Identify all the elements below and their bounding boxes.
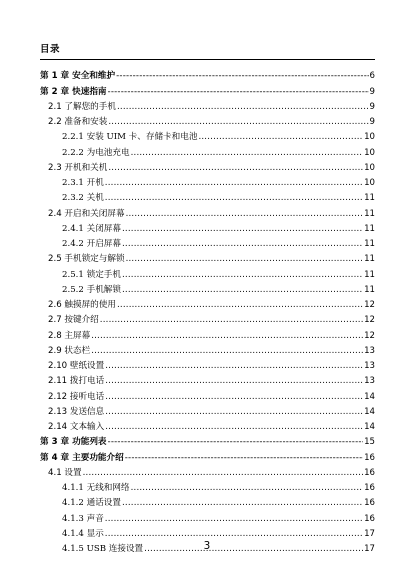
toc-entry-title: 2.3.1 开机 [62, 178, 104, 188]
toc-entry[interactable] [40, 525, 375, 540]
toc-leader-dots [117, 102, 369, 113]
toc-leader-dots [131, 148, 363, 159]
toc-entry[interactable] [40, 174, 375, 189]
toc-entry-title: 2.5.2 手机解锁 [62, 284, 121, 295]
toc-chapter-entry[interactable] [40, 82, 375, 97]
toc-entry[interactable] [40, 311, 375, 326]
toc-entry-page: 14 [364, 391, 375, 402]
toc-entry[interactable] [40, 143, 375, 158]
toc-entry[interactable] [40, 357, 375, 372]
toc-leader-dots [131, 483, 363, 494]
toc-entry-page: 14 [364, 422, 375, 432]
toc-entry-page: 16 [364, 452, 375, 463]
toc-entry-page: 16 [364, 498, 375, 509]
toc-entry-title: 4.1.2 通话设置 [62, 498, 121, 509]
toc-entry[interactable] [40, 98, 375, 113]
toc-entry-page: 10 [364, 147, 375, 158]
toc-entry-page: 9 [369, 86, 375, 97]
toc-leader-dots [105, 422, 363, 433]
toc-entry[interactable] [40, 342, 375, 357]
toc-entry-page: 13 [364, 376, 375, 387]
toc-leader-dots [122, 285, 363, 296]
toc-entry-title: 4.1 设置 [48, 467, 82, 478]
toc-leader-dots [105, 407, 363, 418]
toc-entry-title: 4.1.3 声音 [62, 513, 104, 524]
toc-leader-dots [105, 361, 363, 372]
toc-entry-title: 2.4 开启和关闭屏幕 [48, 208, 125, 219]
toc-leader-dots [105, 376, 363, 387]
toc-entry-title: 2.13 发送信息 [48, 406, 105, 417]
toc-entry-title: 2.7 按键介绍 [48, 315, 99, 326]
toc-entry-page: 11 [364, 193, 375, 204]
toc-title: 目录 [40, 44, 61, 55]
toc-entry-page: 9 [369, 117, 375, 127]
toc-entry-page: 12 [364, 330, 375, 341]
toc-leader-dots [126, 209, 364, 220]
toc-leader-dots [122, 224, 363, 235]
toc-entry[interactable] [40, 326, 375, 341]
toc-leader-dots [105, 193, 363, 204]
toc-entry-title: 2.12 接听电话 [48, 391, 105, 402]
toc-leader-dots [91, 346, 363, 357]
toc-leader-dots [105, 178, 363, 189]
toc-leader-dots [105, 392, 363, 403]
toc-entry-title: 2.4.1 关闭屏幕 [62, 223, 121, 234]
toc-entry-page: 13 [364, 345, 375, 356]
toc-leader-dots [198, 132, 363, 143]
toc-entry-title: 2.9 状态栏 [48, 345, 91, 356]
toc-entry-title: 第 3 章 功能列表 [40, 437, 107, 448]
toc-entry[interactable] [40, 113, 375, 128]
toc-entry-page: 11 [364, 254, 375, 265]
toc-entry-page: 12 [364, 300, 375, 310]
toc-entry[interactable] [40, 204, 375, 219]
toc-entry-page: 17 [364, 544, 375, 554]
toc-entry[interactable] [40, 418, 375, 433]
toc-chapter-entry[interactable] [40, 448, 375, 463]
toc-entry[interactable] [40, 387, 375, 402]
toc-leader-dots [122, 498, 363, 509]
toc-leader-dots [117, 300, 363, 311]
toc-entry-title: 第 1 章 安全和维护 [40, 71, 116, 82]
toc-entry[interactable] [40, 265, 375, 280]
toc-entry-page: 9 [369, 101, 375, 112]
toc-entry-title: 2.3 开机和关机 [48, 162, 108, 173]
toc-entry-title: 2.1 了解您的手机 [48, 101, 116, 112]
toc-leader-dots [105, 529, 363, 540]
toc-leader-dots [126, 254, 364, 265]
toc-entry[interactable] [40, 464, 375, 479]
toc-entry-title: 2.4.2 开启屏幕 [62, 239, 121, 249]
toc-entry-title: 4.1.5 USB 连接设置 [62, 544, 144, 554]
toc-entry-title: 第 2 章 快速指南 [40, 86, 107, 97]
toc-entry[interactable] [40, 128, 375, 143]
toc-entry[interactable] [40, 372, 375, 387]
toc-entry-title: 2.8 主屏幕 [48, 330, 91, 341]
toc-entry[interactable] [40, 189, 375, 204]
toc-entry-title: 2.6 触摸屏的使用 [48, 300, 116, 310]
toc-leader-dots [83, 468, 363, 479]
toc-entry-page: 11 [364, 269, 375, 280]
toc-entry-title: 2.3.2 关机 [62, 193, 104, 204]
toc-leader-dots [100, 315, 363, 326]
toc-leader-dots [125, 453, 363, 464]
toc-leader-dots [116, 71, 368, 82]
toc-entry-title: 2.10 壁纸设置 [48, 361, 105, 371]
toc-entry-page: 16 [364, 467, 375, 478]
toc-entry[interactable] [40, 250, 375, 265]
toc-entry-page: 16 [364, 483, 375, 493]
title-divider [40, 59, 375, 60]
toc-entry-title: 2.5 手机锁定与解锁 [48, 254, 125, 265]
toc-leader-dots [122, 239, 363, 250]
toc-leader-dots [108, 163, 363, 174]
table-of-contents [40, 67, 375, 555]
toc-entry-page: 10 [364, 162, 375, 173]
toc-leader-dots [108, 87, 369, 98]
toc-entry-title: 2.14 文本输入 [48, 422, 105, 432]
toc-entry[interactable] [40, 220, 375, 235]
toc-leader-dots [122, 270, 363, 281]
toc-leader-dots [108, 117, 368, 128]
toc-leader-dots [108, 437, 364, 448]
toc-entry-page: 11 [364, 239, 375, 249]
toc-entry-title: 2.2.1 安装 UIM 卡、存储卡和电池 [62, 132, 198, 143]
toc-entry[interactable] [40, 494, 375, 509]
toc-entry-title: 4.1.4 显示 [62, 528, 104, 539]
toc-entry-page: 17 [364, 528, 375, 539]
toc-entry-page: 15 [364, 437, 375, 448]
toc-entry[interactable] [40, 296, 375, 311]
toc-entry-page: 10 [364, 178, 375, 188]
toc-entry[interactable] [40, 509, 375, 524]
toc-leader-dots [105, 514, 363, 525]
toc-entry-title: 2.2.2 为电池充电 [62, 147, 130, 158]
toc-entry-page: 10 [364, 132, 375, 143]
toc-entry-page: 16 [364, 513, 375, 524]
toc-entry-title: 2.11 拨打电话 [48, 376, 105, 387]
toc-entry-page: 11 [364, 284, 375, 295]
toc-chapter-entry[interactable] [40, 433, 375, 448]
toc-entry-title: 4.1.1 无线和网络 [62, 483, 130, 493]
toc-entry-title: 第 4 章 主要功能介绍 [40, 452, 124, 463]
toc-entry-page: 11 [364, 208, 375, 219]
toc-entry-page: 13 [364, 361, 375, 371]
toc-entry-title: 2.5.1 锁定手机 [62, 269, 121, 280]
toc-entry-page: 14 [364, 406, 375, 417]
toc-entry[interactable] [40, 235, 375, 250]
toc-chapter-entry[interactable] [40, 67, 375, 82]
toc-entry[interactable] [40, 159, 375, 174]
toc-entry[interactable] [40, 403, 375, 418]
page-number: 3 [203, 540, 211, 552]
toc-entry-page: 6 [369, 71, 375, 82]
toc-entry[interactable] [40, 281, 375, 296]
toc-entry[interactable] [40, 479, 375, 494]
toc-entry-title: 2.2 准备和安装 [48, 117, 108, 127]
toc-entry-page: 11 [364, 223, 375, 234]
toc-entry-page: 12 [364, 315, 375, 326]
toc-leader-dots [91, 331, 363, 342]
